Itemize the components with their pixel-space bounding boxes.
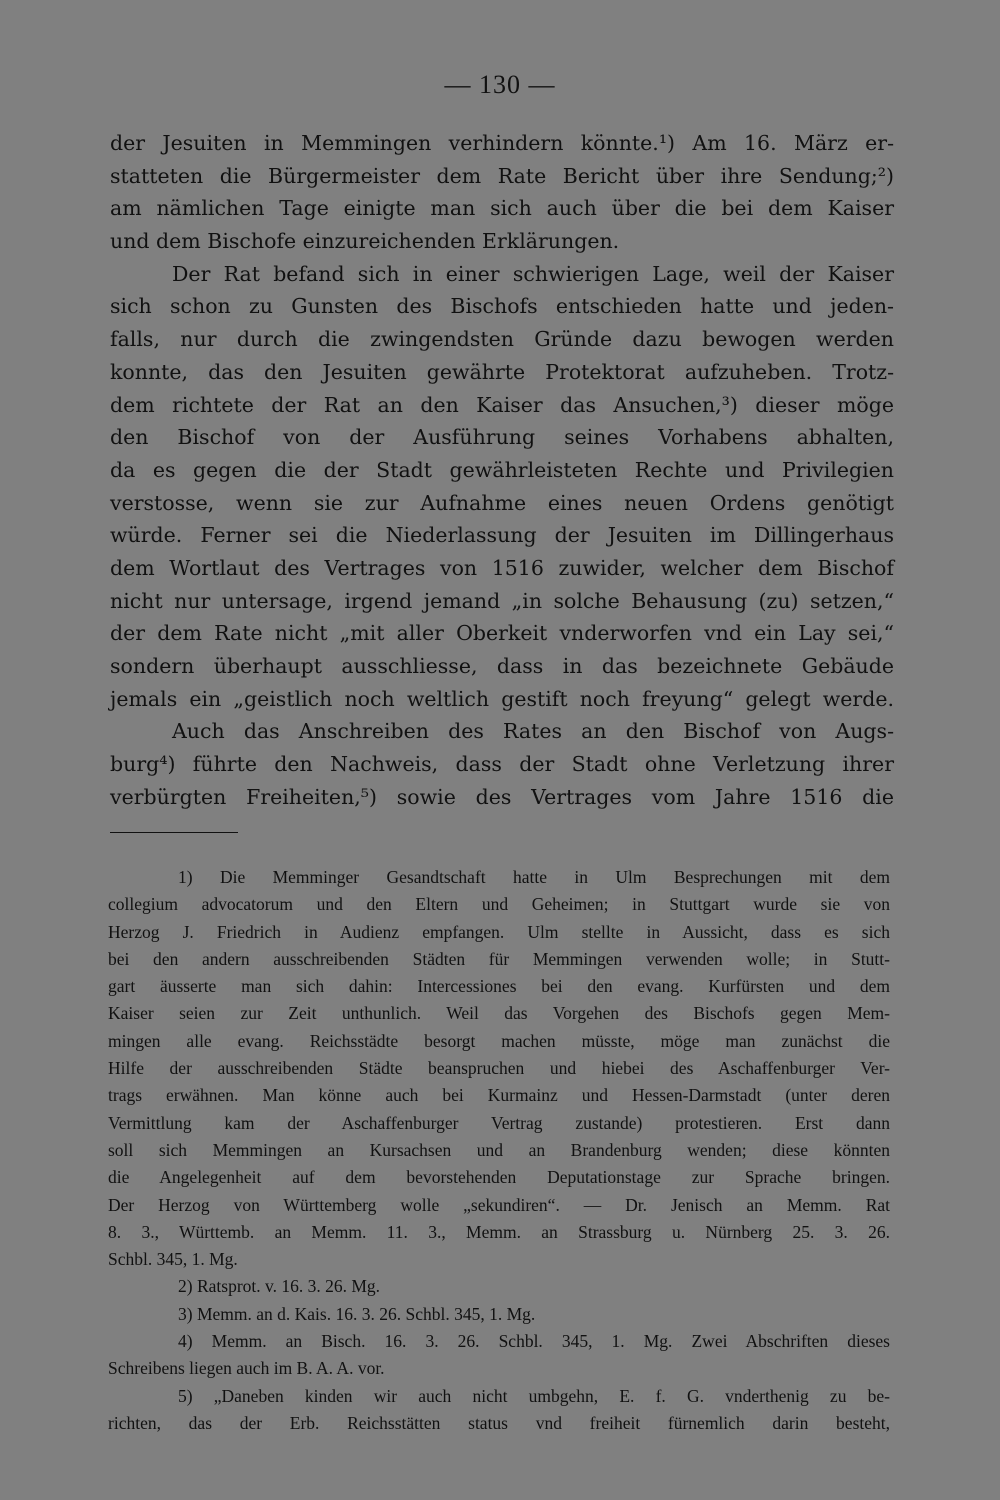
footnote-line: 3) Memm. an d. Kais. 16. 3. 26. Schbl. 345, 1. Mg.: [178, 1303, 536, 1324]
body-line: Der Rat befand sich in einer schwierigen Lage, weil der Kaiser: [172, 261, 894, 286]
body-line: statteten die Bürgermeister dem Rate Bericht über ihre Sendung;²): [110, 163, 894, 188]
body-text: [110, 127, 894, 813]
footnote-line: Schbl. 345, 1. Mg.: [108, 1249, 238, 1270]
body-line: verstosse, wenn sie zur Aufnahme eines neuen Ordens genötigt: [110, 490, 894, 515]
body-line: burg⁴) führte den Nachweis, dass der Stadt ohne Verletzung ihrer: [110, 752, 894, 777]
body-line: dem Wortlaut des Vertrages von 1516 zuwider, welcher dem Bischof: [110, 555, 894, 580]
body-line: würde. Ferner sei die Niederlassung der Jesuiten im Dillingerhaus: [110, 523, 894, 548]
footnote-line: 1) Die Memminger Gesandtschaft hatte in Ulm Besprechungen mit dem: [178, 867, 890, 887]
body-line: sich schon zu Gunsten des Bischofs entschieden hatte und jeden-: [110, 294, 894, 319]
footnote-line: mingen alle evang. Reichsstädte besorgt machen müsste, möge man zunächst die: [108, 1030, 890, 1051]
body-line: der Jesuiten in Memmingen verhindern könnte.¹) Am 16. März er-: [110, 131, 894, 155]
footnote-line: Schreibens liegen auch im B. A. A. vor.: [108, 1358, 385, 1379]
footnote-line: trags erwähnen. Man könne auch bei Kurmainz und Hessen-Darmstadt (unter deren: [108, 1085, 890, 1106]
footnote-line: 5) „Daneben kinden wir auch nicht umbgehn, E. f. G. vnderthenig zu be-: [178, 1385, 890, 1406]
body-line: sondern überhaupt ausschliesse, dass in das bezeichnete Gebäude: [110, 654, 894, 678]
body-line: da es gegen die der Stadt gewährleisteten Rechte und Privilegien: [110, 457, 894, 482]
body-line: jemals ein „geistlich noch weltlich gestift noch freyung“ gelegt werde.: [110, 686, 894, 711]
body-line: konnte, das den Jesuiten gewährte Protektorat aufzuheben. Trotz-: [110, 359, 894, 384]
body-line: nicht nur untersage, irgend jemand „in solche Behausung (zu) setzen,“: [110, 588, 894, 613]
body-line: dem richtete der Rat an den Kaiser das Ansuchen,³) dieser möge: [110, 392, 894, 417]
footnote-line: bei den andern ausschreibenden Städten für Memmingen verwenden wolle; in Stutt-: [108, 948, 890, 969]
footnote-line: collegium advocatorum und den Eltern und Geheimen; in Stuttgart wurde sie von: [108, 894, 890, 915]
body-line: der dem Rate nicht „mit aller Oberkeit vnderworfen vnd ein Lay sei,“: [110, 621, 894, 646]
footnote-line: richten, das der Erb. Reichsstätten status vnd freiheit fürnemlich darin besteht,: [108, 1412, 890, 1433]
footnote-line: Vermittlung kam der Aschaffenburger Vertrag zustande) protestieren. Erst dann: [108, 1112, 890, 1133]
footnote-line: gart äusserte man sich dahin: Intercessiones bei den evang. Kurfürsten und dem: [108, 976, 890, 997]
footnote-line: Kaiser seien zur Zeit unthunlich. Weil das Vorgehen des Bischofs gegen Mem-: [108, 1003, 890, 1024]
body-line: und dem Bischofe einzureichenden Erklärungen.: [110, 229, 620, 254]
footnote-line: Herzog J. Friedrich in Audienz empfangen. Ulm stellte in Aussicht, dass es sich: [108, 921, 890, 942]
footnote-separator: [110, 832, 238, 833]
footnotes: [108, 864, 890, 1437]
footnote-line: die Angelegenheit auf dem bevorstehenden Deputationstage zur Sprache bringen.: [108, 1167, 890, 1188]
body-line: am nämlichen Tage einigte man sich auch über die bei dem Kaiser: [110, 196, 894, 221]
footnote-line: 8. 3., Württemb. an Memm. 11. 3., Memm. an Strassburg u. Nürnberg 25. 3. 26.: [108, 1221, 890, 1242]
footnote-line: soll sich Memmingen an Kursachsen und an Brandenburg wenden; diese könnten: [108, 1139, 890, 1160]
body-line: Auch das Anschreiben des Rates an den Bischof von Augs-: [172, 719, 894, 744]
footnote-line: 2) Ratsprot. v. 16. 3. 26. Mg.: [178, 1276, 381, 1297]
page-number: — 130 —: [444, 70, 556, 99]
body-line: falls, nur durch die zwingendsten Gründe dazu bewogen werden: [110, 327, 894, 352]
footnote-line: Der Herzog von Württemberg wolle „sekundiren“. — Dr. Jenisch an Memm. Rat: [108, 1194, 890, 1215]
footnote-line: 4) Memm. an Bisch. 16. 3. 26. Schbl. 345, 1. Mg. Zwei Abschriften dieses: [178, 1331, 890, 1352]
body-line: den Bischof von der Ausführung seines Vorhabens abhalten,: [110, 425, 894, 450]
body-line: verbürgten Freiheiten,⁵) sowie des Vertrages vom Jahre 1516 die: [110, 784, 894, 809]
footnote-line: Hilfe der ausschreibenden Städte beanspruchen und hiebei des Aschaffenburger Ver-: [108, 1058, 890, 1079]
